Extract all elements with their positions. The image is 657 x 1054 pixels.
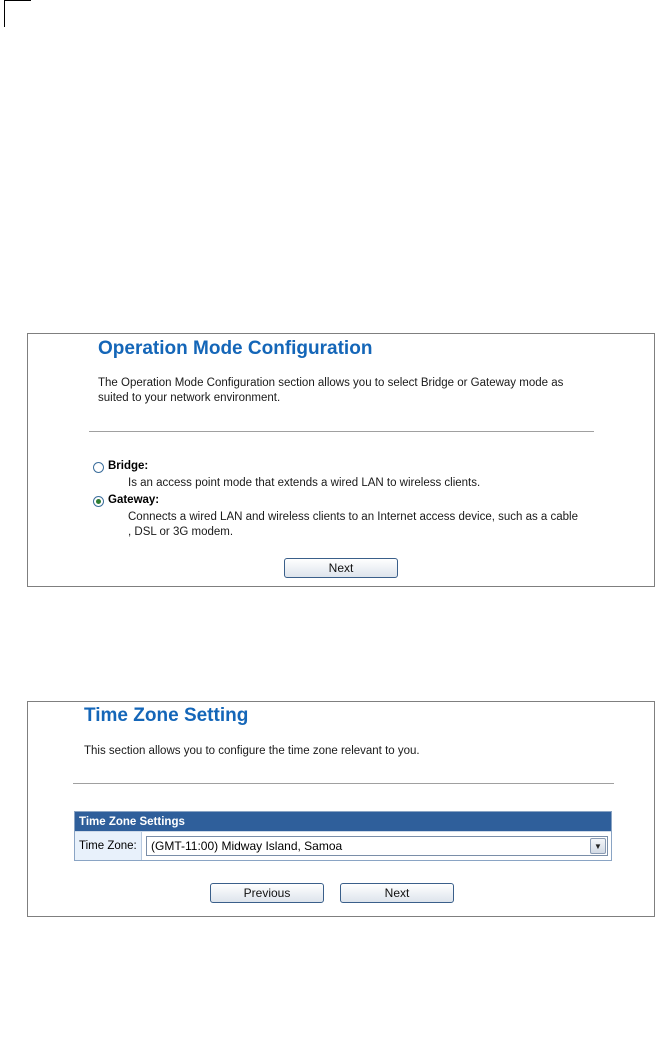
time-zone-select[interactable] — [146, 836, 608, 856]
bridge-description: Is an access point mode that extends a wired LAN to wireless clients. — [128, 477, 481, 489]
previous-button[interactable]: Previous — [210, 883, 324, 903]
divider — [73, 783, 614, 784]
divider — [89, 431, 594, 432]
time-zone-title: Time Zone Setting — [84, 705, 249, 726]
chevron-down-icon[interactable]: ▼ — [590, 838, 606, 854]
time-zone-selected-value: (GMT-11:00) Midway Island, Samoa — [151, 839, 343, 853]
gateway-radio[interactable] — [93, 496, 104, 507]
operation-mode-title: Operation Mode Configuration — [98, 338, 373, 359]
crop-mark-vertical — [4, 0, 5, 27]
time-zone-panel — [27, 701, 655, 917]
time-zone-description: This section allows you to configure the time zone relevant to you. — [84, 745, 420, 757]
bridge-label: Bridge: — [108, 460, 149, 472]
next-button[interactable]: Next — [284, 558, 398, 578]
crop-mark-horizontal — [4, 0, 31, 1]
next-button[interactable]: Next — [340, 883, 454, 903]
time-zone-label: Time Zone: — [75, 832, 142, 860]
gateway-description: Connects a wired LAN and wireless clients to an Internet access device, such as a cable , DSL or 3G modem. — [128, 511, 579, 538]
operation-mode-panel — [27, 333, 655, 587]
bridge-radio[interactable] — [93, 462, 104, 473]
operation-mode-description: The Operation Mode Configuration section allows you to select Bridge or Gateway mode as suited to your network environment. — [98, 377, 564, 404]
gateway-label: Gateway: — [108, 494, 160, 506]
time-zone-settings-table — [74, 811, 612, 861]
time-zone-row — [75, 831, 611, 860]
time-zone-settings-header: Time Zone Settings — [75, 812, 611, 831]
